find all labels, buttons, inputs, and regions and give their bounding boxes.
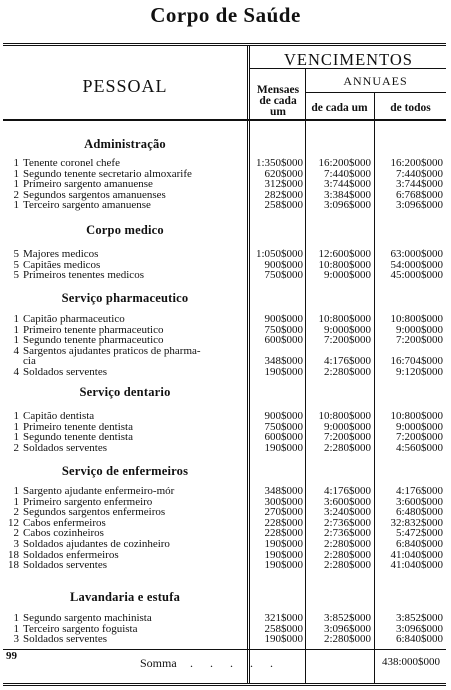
row-de-todos: 10:800$000 bbox=[390, 313, 443, 325]
row-de-todos: 7:440$000 bbox=[395, 167, 443, 180]
table-row bbox=[3, 422, 446, 433]
row-mensal: 1:350$000 bbox=[255, 157, 303, 169]
row-quantity: 18 bbox=[8, 559, 19, 572]
row-de-todos: 41:040$000 bbox=[390, 559, 443, 572]
row-mensal: 620$000 bbox=[264, 167, 303, 180]
row-de-todos: 3:852$000 bbox=[395, 612, 443, 624]
table-row bbox=[3, 314, 446, 325]
row-mensal: 600$000 bbox=[264, 334, 303, 347]
section-title: Serviço pharmaceutico bbox=[61, 291, 189, 305]
header-cada-um: de cada um bbox=[311, 102, 368, 114]
row-quantity: 1 bbox=[13, 167, 19, 180]
table-row bbox=[3, 634, 446, 645]
row-label: Soldados serventes bbox=[23, 442, 108, 454]
row-label: Soldados serventes bbox=[23, 560, 108, 572]
row-label: Capitães medicos bbox=[23, 259, 101, 271]
row-mensal: 900$000 bbox=[264, 313, 303, 325]
row-cada-um: 2:280$000 bbox=[323, 366, 371, 378]
row-de-todos: 9:120$000 bbox=[395, 366, 443, 378]
row-de-todos: 45:000$000 bbox=[390, 269, 443, 282]
row-de-todos: 4:176$000 bbox=[395, 485, 443, 497]
row-mensal: 300$000 bbox=[264, 495, 303, 508]
table-row bbox=[3, 550, 446, 561]
row-quantity: 3 bbox=[13, 633, 19, 646]
header-pessoal: PESSOAL bbox=[82, 76, 168, 96]
table-row bbox=[3, 507, 446, 518]
table-row bbox=[3, 560, 446, 571]
table-row bbox=[3, 624, 446, 635]
somma-dots: . . . . . bbox=[190, 656, 280, 670]
section-title: Administração bbox=[84, 137, 166, 151]
table-row bbox=[3, 260, 446, 271]
row-quantity: 1 bbox=[13, 612, 19, 624]
table-row bbox=[3, 270, 446, 281]
row-cada-um: 2:280$000 bbox=[323, 633, 371, 646]
row-cada-um: 12:600$000 bbox=[318, 248, 371, 260]
row-cada-um: 3:096$000 bbox=[323, 199, 371, 212]
row-cada-um: 10:800$000 bbox=[318, 313, 371, 325]
row-label: Terceiro sargento foguista bbox=[23, 623, 138, 635]
row-label: Segundo tenente pharmaceutico bbox=[23, 335, 164, 347]
row-label: Segundo sargento machinista bbox=[23, 613, 152, 624]
row-de-todos: 6:840$000 bbox=[395, 633, 443, 646]
row-de-todos: 6:768$000 bbox=[395, 188, 443, 201]
row-de-todos: 4:560$000 bbox=[395, 441, 443, 454]
row-label: cia bbox=[23, 356, 36, 368]
row-quantity: 2 bbox=[13, 506, 19, 519]
row-de-todos: 3:600$000 bbox=[395, 495, 443, 508]
header-vencimentos: VENCIMENTOS bbox=[284, 50, 413, 69]
row-label: Soldados serventes bbox=[23, 634, 108, 646]
row-quantity: 1 bbox=[13, 313, 19, 325]
row-mensal: 750$000 bbox=[264, 269, 303, 282]
row-mensal: 600$000 bbox=[264, 431, 303, 444]
row-de-todos: 32:832$000 bbox=[390, 516, 443, 529]
table-row bbox=[3, 249, 446, 260]
table-row bbox=[3, 325, 446, 336]
row-quantity: 1 bbox=[13, 420, 19, 433]
row-de-todos: 6:840$000 bbox=[395, 538, 443, 550]
row-quantity: 1 bbox=[13, 334, 19, 347]
row-cada-um: 3:096$000 bbox=[323, 622, 371, 635]
row-quantity: 1 bbox=[13, 622, 19, 635]
row-label: Capitão dentista bbox=[23, 411, 95, 422]
row-de-todos: 5:472$000 bbox=[395, 527, 443, 540]
row-label: Terceiro sargento amanuense bbox=[23, 200, 151, 212]
row-cada-um: 3:384$000 bbox=[323, 188, 371, 201]
table-row bbox=[3, 443, 446, 454]
row-label: Capitão pharmaceutico bbox=[23, 314, 125, 325]
row-label: Segundo tenente dentista bbox=[23, 432, 133, 444]
personnel-table bbox=[3, 43, 446, 686]
table-row bbox=[3, 411, 446, 422]
row-quantity: 2 bbox=[13, 441, 19, 454]
page-title: Corpo de Saúde bbox=[150, 3, 301, 27]
row-de-todos: 6:480$000 bbox=[395, 506, 443, 519]
row-label: Cabos enfermeiros bbox=[23, 517, 106, 529]
row-de-todos: 7:200$000 bbox=[395, 334, 443, 347]
section-title: Serviço dentario bbox=[79, 385, 171, 399]
row-label: Sargentos ajudantes praticos de pharma- bbox=[23, 345, 201, 357]
table-row bbox=[3, 486, 446, 497]
header-de-todos: de todos bbox=[390, 102, 431, 114]
section-title: Lavandaria e estufa bbox=[69, 590, 181, 604]
row-mensal: 900$000 bbox=[264, 410, 303, 422]
row-cada-um: 4:176$000 bbox=[323, 485, 371, 497]
row-cada-um: 4:176$000 bbox=[323, 355, 371, 368]
header-annuaes: ANNUAES bbox=[343, 74, 408, 88]
row-label: Segundo tenente secretario almoxarife bbox=[23, 168, 192, 180]
row-mensal: 190$000 bbox=[264, 538, 303, 550]
row-quantity: 2 bbox=[13, 188, 19, 201]
row-quantity: 12 bbox=[8, 516, 19, 529]
row-cada-um: 9:000$000 bbox=[323, 269, 371, 282]
row-label: Soldados ajudantes de cozinheiro bbox=[23, 539, 170, 550]
table-row bbox=[3, 200, 446, 211]
row-quantity: 1 bbox=[13, 431, 19, 444]
header-mensaes: Mensaes de cada um bbox=[256, 84, 300, 118]
table-row bbox=[3, 539, 446, 550]
row-mensal: 190$000 bbox=[264, 548, 303, 561]
row-cada-um: 2:280$000 bbox=[323, 548, 371, 561]
row-quantity: 2 bbox=[13, 527, 19, 540]
total-count: 99 bbox=[6, 650, 17, 662]
row-de-todos: 9:000$000 bbox=[395, 420, 443, 433]
row-label: Tenente coronel chefe bbox=[23, 158, 120, 169]
row-de-todos: 63:000$000 bbox=[390, 248, 443, 260]
row-cada-um: 7:440$000 bbox=[323, 167, 371, 180]
row-label: Soldados serventes bbox=[23, 367, 108, 378]
table-row bbox=[3, 497, 446, 508]
table-row bbox=[3, 158, 446, 169]
row-quantity: 5 bbox=[13, 258, 19, 271]
row-cada-um: 2:280$000 bbox=[323, 441, 371, 454]
row-label: Segundos sargentos amanuenses bbox=[23, 189, 166, 201]
row-cada-um: 2:736$000 bbox=[323, 516, 371, 529]
row-cada-um: 9:000$000 bbox=[323, 323, 371, 336]
row-cada-um: 3:240$000 bbox=[323, 506, 371, 519]
row-quantity: 1 bbox=[13, 323, 19, 336]
row-cada-um: 16:200$000 bbox=[318, 157, 371, 169]
row-mensal: 228$000 bbox=[264, 516, 303, 529]
row-mensal: 190$000 bbox=[264, 366, 303, 378]
row-mensal: 228$000 bbox=[264, 527, 303, 540]
row-quantity: 1 bbox=[13, 485, 19, 497]
table-row bbox=[3, 356, 446, 367]
row-label: Cabos cozinheiros bbox=[23, 528, 104, 540]
row-de-todos: 16:200$000 bbox=[390, 157, 443, 169]
row-de-todos: 10:800$000 bbox=[390, 410, 443, 422]
somma-label: Somma bbox=[140, 656, 177, 670]
row-quantity: 5 bbox=[13, 269, 19, 282]
table-row bbox=[3, 613, 446, 624]
table-row bbox=[3, 346, 446, 357]
row-de-todos: 41:040$000 bbox=[390, 548, 443, 561]
row-mensal: 348$000 bbox=[264, 485, 303, 497]
row-cada-um: 3:744$000 bbox=[323, 178, 371, 191]
row-mensal: 190$000 bbox=[264, 559, 303, 572]
table-row bbox=[3, 169, 446, 180]
row-mensal: 348$000 bbox=[264, 355, 303, 368]
row-mensal: 321$000 bbox=[264, 612, 303, 624]
row-cada-um: 10:800$000 bbox=[318, 258, 371, 271]
row-mensal: 190$000 bbox=[264, 441, 303, 454]
row-cada-um: 10:800$000 bbox=[318, 410, 371, 422]
row-mensal: 190$000 bbox=[264, 633, 303, 646]
header-rule-annuaes bbox=[306, 92, 446, 93]
table-row bbox=[3, 528, 446, 539]
row-label: Primeiros tenentes medicos bbox=[23, 270, 144, 282]
row-cada-um: 7:200$000 bbox=[323, 431, 371, 444]
row-label: Segundos sargentos enfermeiros bbox=[23, 507, 166, 519]
row-cada-um: 3:852$000 bbox=[323, 612, 371, 624]
table-row bbox=[3, 432, 446, 443]
somma-total: 438:000$000 bbox=[381, 656, 440, 668]
row-quantity: 3 bbox=[13, 538, 19, 550]
table-row bbox=[3, 335, 446, 346]
table-row bbox=[3, 518, 446, 529]
row-de-todos: 3:744$000 bbox=[395, 178, 443, 191]
section-title: Serviço de enfermeiros bbox=[61, 464, 189, 478]
table-row bbox=[3, 367, 446, 378]
table-row bbox=[3, 190, 446, 201]
row-cada-um: 9:000$000 bbox=[323, 420, 371, 433]
row-mensal: 900$000 bbox=[264, 258, 303, 271]
row-quantity: 1 bbox=[13, 495, 19, 508]
row-quantity: 5 bbox=[13, 248, 19, 260]
row-label: Primeiro tenente dentista bbox=[23, 421, 133, 433]
row-label: Primeiro sargento amanuense bbox=[23, 179, 153, 191]
row-quantity: 1 bbox=[13, 410, 19, 422]
header-rule-bottom bbox=[3, 119, 446, 121]
row-label: Primeiro tenente pharmaceutico bbox=[23, 324, 164, 336]
row-de-todos: 9:000$000 bbox=[395, 323, 443, 336]
row-label: Majores medicos bbox=[23, 249, 99, 260]
row-mensal: 258$000 bbox=[264, 622, 303, 635]
row-cada-um: 2:280$000 bbox=[323, 559, 371, 572]
row-quantity: 1 bbox=[13, 199, 19, 212]
row-mensal: 1:050$000 bbox=[255, 248, 303, 260]
row-de-todos: 3:096$000 bbox=[395, 622, 443, 635]
row-cada-um: 7:200$000 bbox=[323, 334, 371, 347]
row-cada-um: 3:600$000 bbox=[323, 495, 371, 508]
row-mensal: 312$000 bbox=[264, 178, 303, 191]
row-mensal: 750$000 bbox=[264, 420, 303, 433]
row-quantity: 1 bbox=[13, 157, 19, 169]
row-label: Sargento ajudante enfermeiro-mór bbox=[23, 486, 175, 497]
row-label: Soldados enfermeiros bbox=[23, 549, 119, 561]
section-title: Corpo medico bbox=[86, 223, 164, 237]
row-de-todos: 7:200$000 bbox=[395, 431, 443, 444]
row-de-todos: 54:000$000 bbox=[390, 258, 443, 271]
row-de-todos: 16:704$000 bbox=[390, 355, 443, 368]
somma-rule bbox=[3, 649, 446, 650]
row-quantity: 4 bbox=[13, 366, 19, 378]
row-mensal: 258$000 bbox=[264, 199, 303, 212]
row-quantity: 1 bbox=[13, 178, 19, 191]
table-row bbox=[3, 179, 446, 190]
row-quantity: 18 bbox=[8, 548, 19, 561]
row-de-todos: 3:096$000 bbox=[395, 199, 443, 212]
row-label: Primeiro sargento enfermeiro bbox=[23, 496, 153, 508]
row-quantity: 4 bbox=[13, 344, 19, 357]
row-cada-um: 2:280$000 bbox=[323, 538, 371, 550]
row-mensal: 750$000 bbox=[264, 323, 303, 336]
row-mensal: 282$000 bbox=[264, 188, 303, 201]
row-cada-um: 2:736$000 bbox=[323, 527, 371, 540]
row-mensal: 270$000 bbox=[264, 506, 303, 519]
